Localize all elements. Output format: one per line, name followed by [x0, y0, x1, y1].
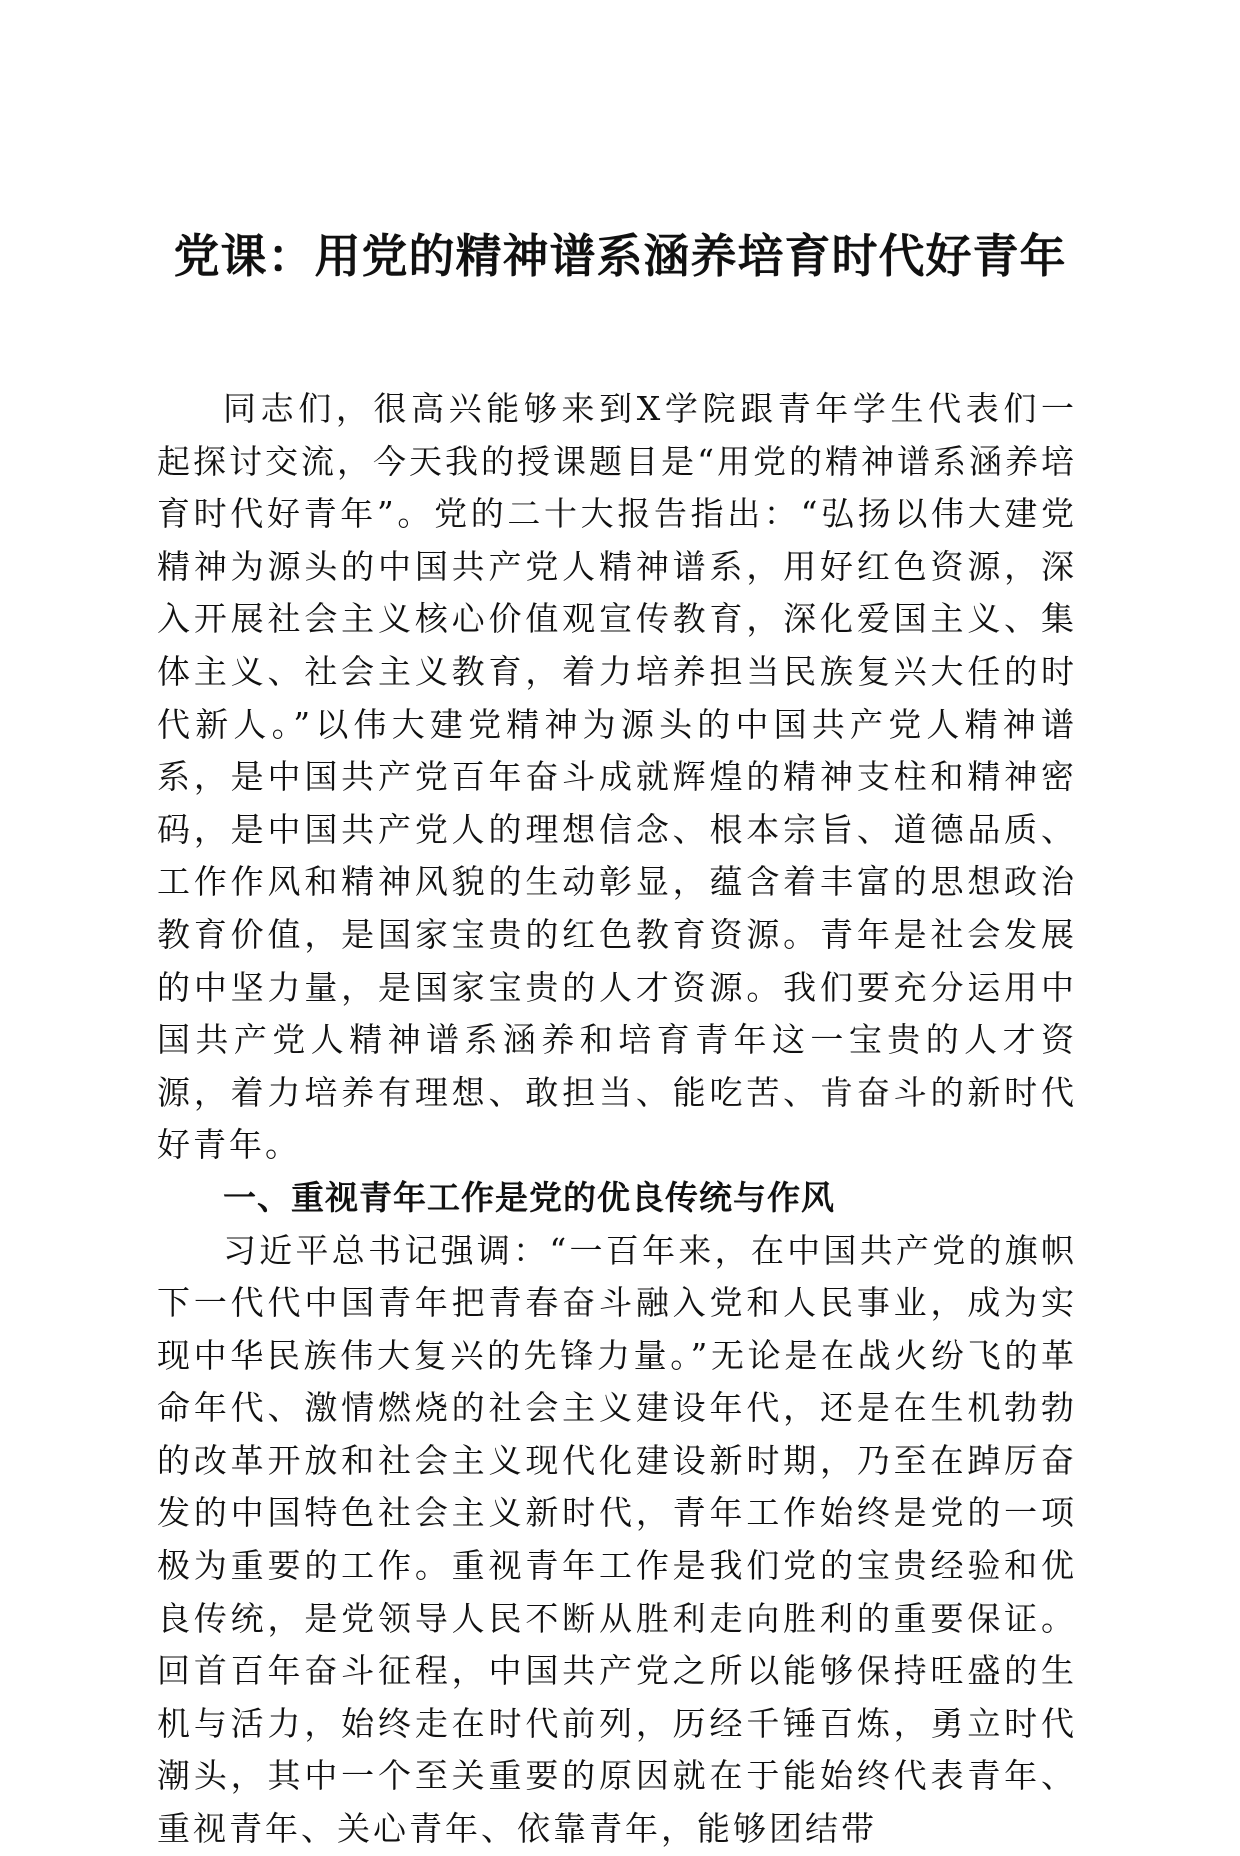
document-title: 党课：用党的精神谱系涵养培育时代好青年 — [173, 229, 1067, 283]
paragraph-section-1: 习近平总书记强调：“一百年来，在中国共产党的旗帜下一代代中国青年把青春奋斗融入党和人民事业，成为实现中华民族伟大复兴的先锋力量。”无论是在战火纷飞的革命年代、激情燃烧的社会主义建设年代，还是在生机勃勃的改革开放和社会主义现代化建设新时期，乃至在踔厉奋发的中国特色社会主义新时代，青年工作始终是党的一项极为重要的工作。重视青年工作是我们党的宝贵经验和优良传统，是党领导人民不断从胜利走向胜利的重要保证。回首百年奋斗征程，中国共产党之所以能够保持旺盛的生机与活力，始终走在时代前列，历经千锤百炼，勇立时代潮头，其中一个至关重要的原因就在于能始终代表青年、重视青年、关心青年、依靠青年，能够团结带 — [157, 1230, 1077, 1849]
section-heading-1: 一、重视青年工作是党的优良传统与作风 — [223, 1177, 835, 1217]
paragraph-intro: 同志们，很高兴能够来到X学院跟青年学生代表们一起探讨交流，今天我的授课题目是“用党的精神谱系涵养培育时代好青年”。党的二十大报告指出：“弘扬以伟大建党精神为源头的中国共产党人精神谱系，用好红色资源，深入开展社会主义核心价值观宣传教育，深化爱国主义、集体主义、社会主义教育，着力培养担当民族复兴大任的时代新人。”以伟大建党精神为源头的中国共产党人精神谱系，是中国共产党百年奋斗成就辉煌的精神支柱和精神密码，是中国共产党人的理想信念、根本宗旨、道德品质、工作作风和精神风貌的生动彰显，蕴含着丰富的思想政治教育价值，是国家宝贵的红色教育资源。青年是社会发展的中坚力量，是国家宝贵的人才资源。我们要充分运用中国共产党人精神谱系涵养和培育青年这一宝贵的人才资源，着力培养有理想、敢担当、能吃苦、肯奋斗的新时代好青年。 — [157, 389, 1077, 1165]
document-body — [157, 383, 1077, 1856]
